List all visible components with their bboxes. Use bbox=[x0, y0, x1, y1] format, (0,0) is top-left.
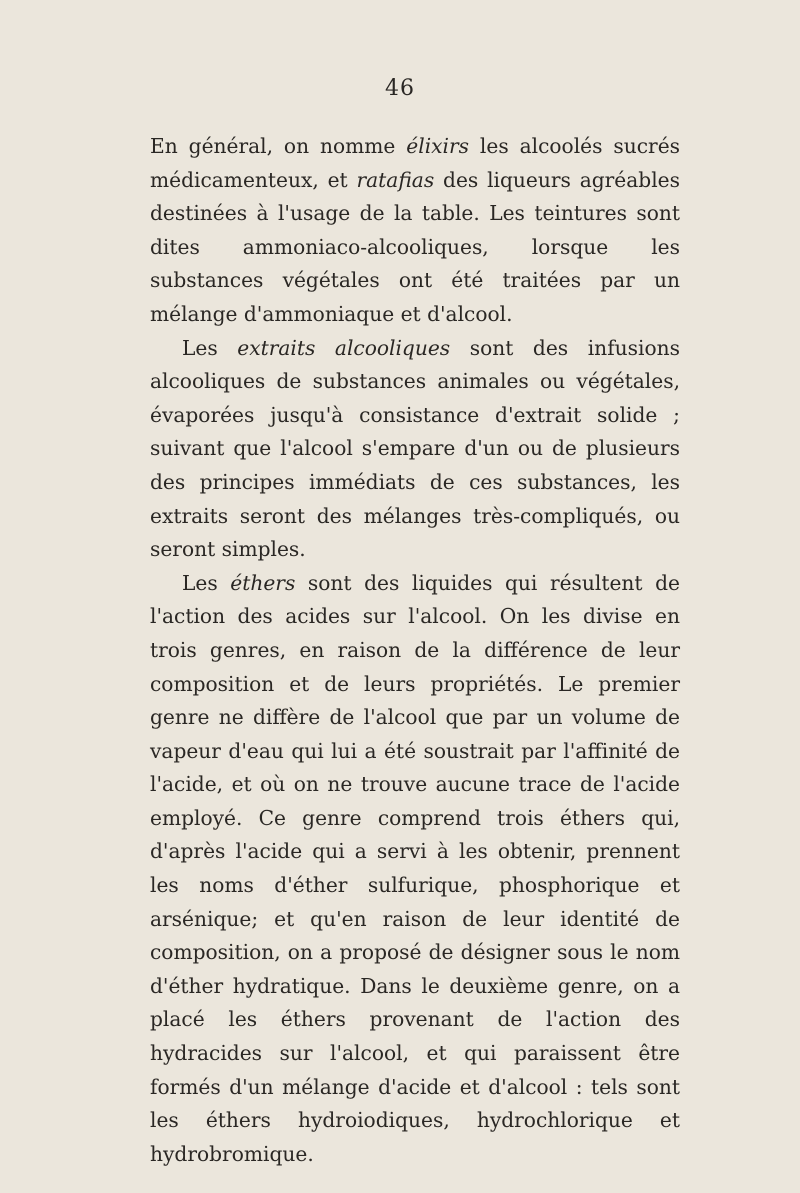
text-segment: Les bbox=[182, 570, 231, 595]
paragraph-extraits bbox=[150, 332, 680, 567]
text-segment: Les bbox=[182, 335, 238, 360]
text-segment: En général, on nomme bbox=[150, 134, 407, 158]
body-text bbox=[150, 130, 680, 1171]
term-ethers: éthers bbox=[230, 570, 296, 595]
term-ratafias: ratafias bbox=[356, 167, 435, 192]
text-segment: sont des infusions alcooliques de substances animales ou végétales, évaporées jusqu'à consistance d'extrait solide ; suivant que l'alcool s'empare d'un ou de plusieurs des principes immédiats de ces substances, les extraits seront des mélanges très-compliqués, ou seront simples. bbox=[150, 335, 680, 562]
text-segment: des liqueurs agréables destinées à l'usage de la table. Les teintures sont dites ammoniaco-alcooliques, lorsque les substances végétales ont été traitées par un mélange d'ammoniaque et d'alcool. bbox=[150, 167, 680, 326]
text-segment: sont des liquides qui résultent de l'action des acides sur l'alcool. On les divise en trois genres, en raison de la différence de leur composition et de leurs propriétés. Le premier genre ne diffère de l'alcool que par un volume de vapeur d'eau qui lui a été soustrait par l'affinité de l'acide, et où on ne trouve aucune trace de l'acide employé. Ce genre comprend trois éthers qui, d'après l'acide qui a servi à les obtenir, prennent les noms d'éther sulfurique, phosphorique et arsénique; et qu'en raison de leur identité de composition, on a proposé de désigner sous le nom d'éther hydratique. Dans le deuxième genre, on a placé les éthers provenant de l'action des hydracides sur l'alcool, et qui paraissent être formés d'un mélange d'acide et d'alcool : tels sont les éthers hydroiodiques, hydrochlorique et hydrobromique. bbox=[150, 570, 680, 1166]
text-segment: les alcoolés sucrés médicamenteux, et bbox=[150, 134, 680, 192]
paragraph-elixirs bbox=[150, 130, 680, 332]
term-elixirs: élixirs bbox=[406, 134, 470, 158]
paragraph-ethers bbox=[150, 567, 680, 1172]
term-extraits-alcooliques: extraits alcooliques bbox=[237, 335, 451, 360]
page-number: 46 bbox=[385, 76, 415, 101]
